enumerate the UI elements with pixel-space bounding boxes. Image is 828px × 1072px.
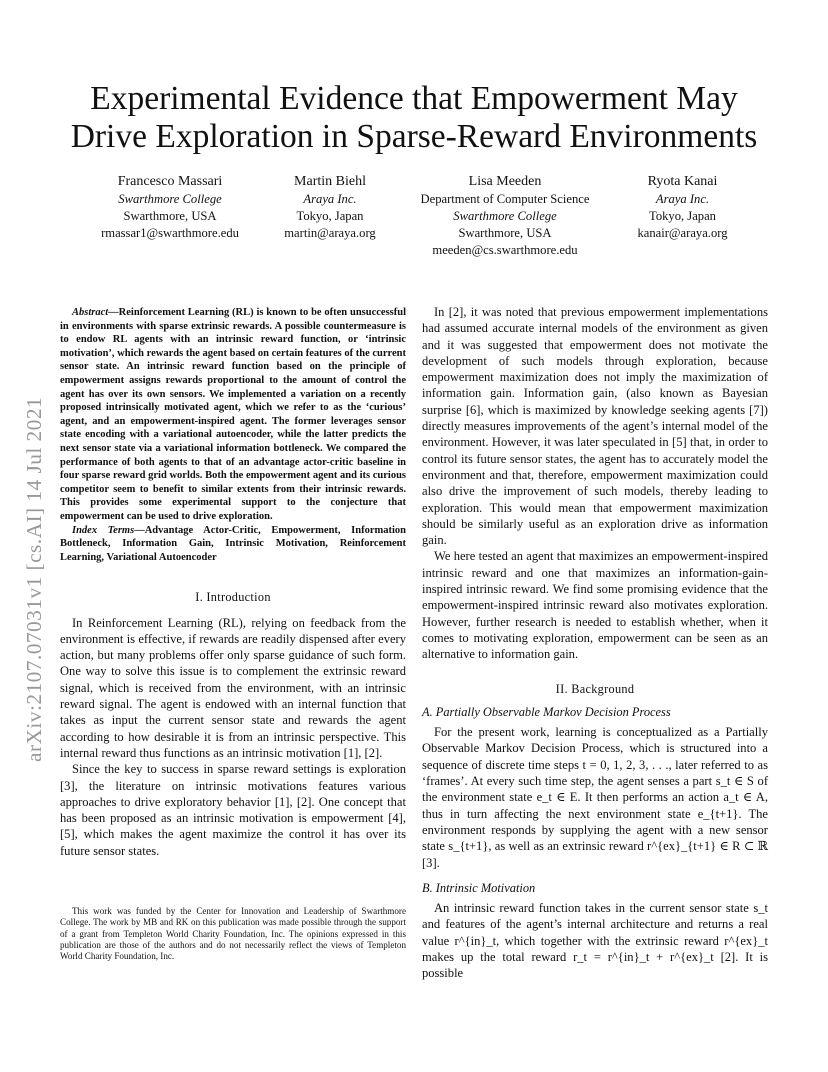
author-affiliation: Swarthmore College xyxy=(453,209,557,223)
right-column xyxy=(422,304,768,982)
author-email: kanair@araya.org xyxy=(637,226,728,240)
author-affiliation: Swarthmore College xyxy=(118,192,222,206)
abstract xyxy=(60,306,406,524)
author-email: martin@araya.org xyxy=(284,226,376,240)
title-line-2: Drive Exploration in Sparse-Reward Environments xyxy=(70,118,758,155)
intro-paragraph-4: We here tested an agent that maximizes an empowerment-inspired intrinsic reward and one that maximizes an information-gain-inspired intrinsic reward. We find some promising evidence that the empowerment-inspired intrinsic reward also motivates exploration. However, further research is needed to establish whether, when it comes to motivating exploration, empowerment can be seen as an alternative to information gain. xyxy=(422,549,768,662)
intro-paragraph-2: Since the key to success in sparse reward settings is exploration [3], the literature on intrinsic motivations features various approaches to drive exploratory behavior [1], [2]. One concept that has been proposed as an intrinsic motivation is empowerment [4], [5], which makes the agent maximize the control it has over its future sensor states. xyxy=(60,762,406,858)
index-terms-text: —Advantage Actor-Critic, Empowerment, Information Bottleneck, Information Gain, Intrinsic Motivation, Reinforcement Learning, Variational Autoencoder xyxy=(60,524,406,563)
left-column xyxy=(60,306,406,859)
author-location: Swarthmore, USA xyxy=(458,226,552,240)
author-email: rmassar1@swarthmore.edu xyxy=(101,226,239,240)
subsection-heading-pomdp: A. Partially Observable Markov Decision Process xyxy=(422,704,671,719)
author-massari xyxy=(80,172,260,242)
paper-title xyxy=(60,80,768,156)
author-meeden xyxy=(400,172,610,259)
section-heading-introduction: I. Introduction xyxy=(195,590,271,605)
section-heading-background: II. Background xyxy=(555,681,635,696)
author-name: Ryota Kanai xyxy=(647,174,718,189)
abstract-text: —Reinforcement Learning (RL) is known to be often unsuccessful in environments with sparse extrinsic rewards. A possible countermeasure is to endow RL agents with an intrinsic reward function, or ‘intrinsic motivation’, which rewards the agent based on certain features of the current sensor state. An intrinsic reward function based on the principle of empowerment assigns rewards proportional to the amount of control the agent has over its own sensors. We implemented a variation on a recently proposed intrinsically motivated agent, which we refer to as the ‘curious’ agent, and an empowerment-inspired agent. The former leverages sensor state encoding with a variational autoencoder, while the latter predicts the next sensor state via a variational information bottleneck. We compared the performance of both agents to that of an advantage actor-critic baseline in four sparse reward grid worlds. Both the empowerment agent and its curious competitor seem to benefit to similar extents from their intrinsic rewards. This provides some experimental support to the conjecture that empowerment can be used to drive exploration. xyxy=(60,307,406,522)
author-name: Martin Biehl xyxy=(294,174,366,189)
author-name: Francesco Massari xyxy=(117,174,223,189)
author-name: Lisa Meeden xyxy=(468,174,542,189)
index-terms xyxy=(60,524,406,565)
author-biehl xyxy=(265,172,395,242)
author-kanai xyxy=(620,172,745,242)
index-terms-label: Index Terms xyxy=(72,524,135,536)
title-line-1: Experimental Evidence that Empowerment May xyxy=(90,80,738,117)
author-location: Tokyo, Japan xyxy=(649,209,716,223)
arxiv-stamp: arXiv:2107.07031v1 [cs.AI] 14 Jul 2021 xyxy=(22,396,46,762)
author-location: Tokyo, Japan xyxy=(296,209,364,223)
footnote: This work was funded by the Center for Innovation and Leadership of Swarthmore College. The work by MB and RK on this publication was made possible through the support of a grant from Templeton World Charity Foundation, Inc. The opinions expressed in this publication are those of the authors and do not necessarily reflect the views of Templeton World Charity Foundation, Inc. xyxy=(60,906,406,962)
author-department: Department of Computer Science xyxy=(420,192,590,206)
background-paragraph-2: An intrinsic reward function takes in the current sensor state s_t and features of the agent’s internal architecture and returns a real value r^{in}_t, which together with the extrinsic reward r^{ex}_t makes up the total reward r_t = r^{in}_t + r^{ex}_t [2]. It is possible xyxy=(422,901,768,981)
author-location: Swarthmore, USA xyxy=(123,209,217,223)
subsection-heading-intrinsic-motivation: B. Intrinsic Motivation xyxy=(422,880,536,895)
author-affiliation: Araya Inc. xyxy=(303,192,357,206)
abstract-label: Abstract xyxy=(72,307,109,318)
author-affiliation: Araya Inc. xyxy=(655,192,710,206)
author-email: meeden@cs.swarthmore.edu xyxy=(432,243,578,257)
background-paragraph-1: For the present work, learning is conceptualized as a Partially Observable Markov Decision Process, which is structured into a sequence of discrete time steps t = 0, 1, 2, 3, . . ., later referred to as ‘frames’. At every such time step, the agent senses a part s_t ∈ S of the environment state e_t ∈ E. It then performs an action a_t ∈ A, thus in turn affecting the next environment state e_{t+1}. The environment responds by supplying the agent with a new sensor state s_{t+1}, as well as an extrinsic reward r^{ex}_{t+1} ∈ R ⊂ ℝ [3]. xyxy=(422,725,768,870)
intro-paragraph-3: In [2], it was noted that previous empowerment implementations had assumed accurate internal models of the environment as given and it was suggested that empowerment does not motivate the development of such models through exploration, because empowerment maximization does not imply the maximization of information gain. Information gain, (also known as Bayesian surprise [6], which is maximized by knowledge seeking agents [7]) directly measures improvements of the agent’s internal model of the environment. However, it was later speculated in [5] that, in order to control its future sensor states, the agent has to accurately model the environment and that, therefore, empowerment maximization could also drive the improvement of such models, thereby leading to exploration. This would mean that empowerment maximization should be similarly useful as an exploration drive as information gain. xyxy=(422,305,768,548)
intro-paragraph-1: In Reinforcement Learning (RL), relying on feedback from the environment is effective, if rewards are readily dispensed after every action, but many problems offer only sparse guidance of such form. One way to solve this issue is to complement the extrinsic reward signal, which is received from the environment, with an intrinsic reward signal. The agent is endowed with an internal function that takes as input the current sensor state and rewards the agent according to how desirable it is from an intrinsic perspective. This internal reward thus functions as an intrinsic motivation [1], [2]. xyxy=(60,615,406,760)
